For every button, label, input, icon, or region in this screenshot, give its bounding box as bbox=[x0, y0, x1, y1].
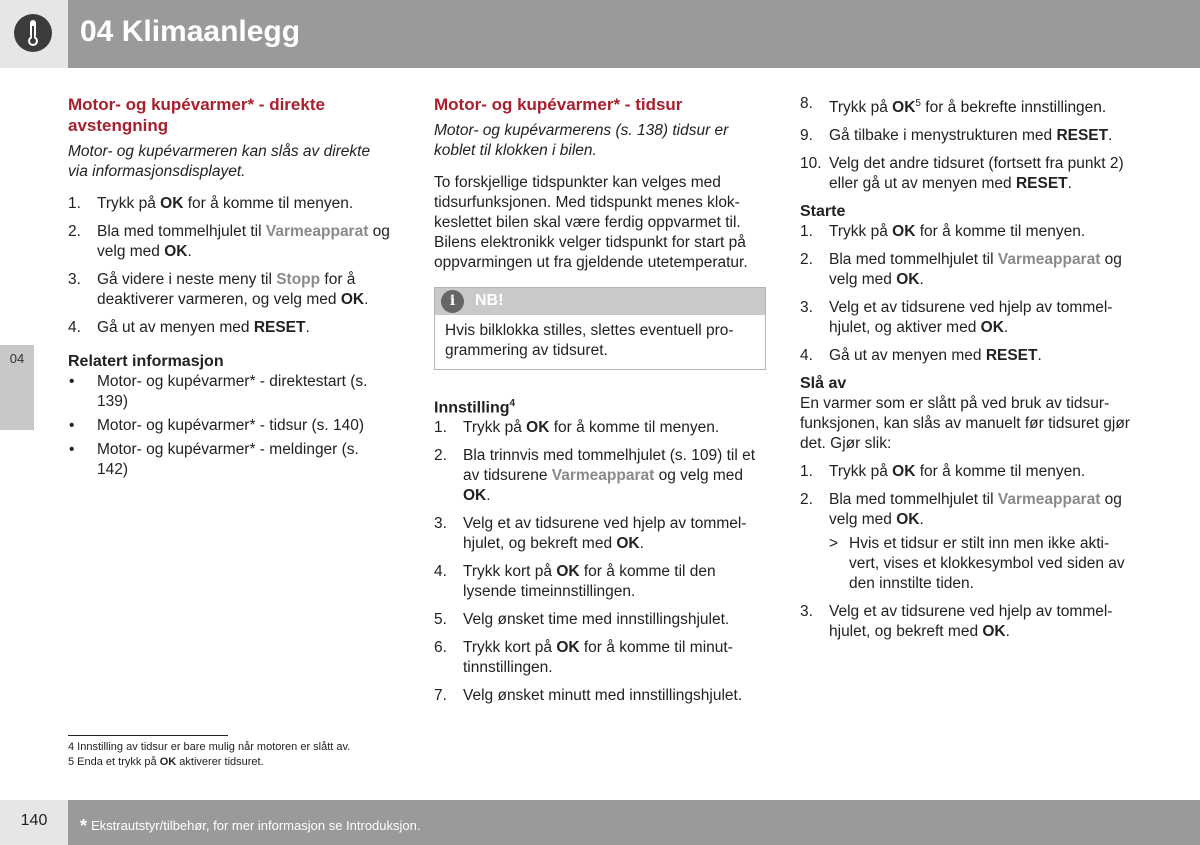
list-item: 8. Trykk på $OK^5$ for å bekrefte innstillingen. bbox=[800, 95, 1107, 117]
section-intro: Motor- og kupévarmeren kan slås av direkte via informasjonsdisplayet. bbox=[68, 143, 371, 180]
footer-note bbox=[80, 814, 420, 835]
slaa-av-steps bbox=[800, 462, 1130, 642]
starte-steps bbox=[800, 222, 1130, 366]
page-number: 140 bbox=[20, 812, 48, 829]
asterisk-mark: * bbox=[80, 816, 88, 836]
list-item: 4. Gå ut av menyen med RESET. bbox=[800, 347, 1042, 365]
info-icon: i bbox=[441, 290, 464, 313]
note-header bbox=[435, 288, 765, 315]
list-item: 6. Trykk kort på OK for å komme til minut- tinnstillingen. bbox=[434, 639, 733, 677]
list-item: 1. Trykk på OK for å komme til menyen. bbox=[434, 419, 720, 437]
section-paragraph: To forskjellige tidspunkter kan velges med tidsurfunksjonen. Med tidspunkt menes klok- keslettet bilen skal være ferdig oppvarmet til. Bilens elektronikk velger tidspunkt for start på oppvarmingen ut fra gjeldende utetemperatur. bbox=[434, 174, 748, 271]
related-heading: Relatert informasjon bbox=[68, 353, 224, 370]
list-item: 3. Velg et av tidsurene ved hjelp av tommel- hjulet, og bekreft med OK. bbox=[434, 515, 747, 553]
list-item: 1. Trykk på OK for å komme til menyen. bbox=[800, 223, 1086, 241]
note-text: Hvis bilklokka stilles, slettes eventuell pro- grammering av tidsuret. bbox=[445, 322, 734, 359]
chapter-title: 04 Klimaanlegg bbox=[80, 15, 301, 48]
footnote-divider bbox=[68, 735, 228, 736]
footnote: 4 Innstilling av tidsur er bare mulig når motoren er slått av. bbox=[68, 741, 351, 753]
slaa-av-heading: Slå av bbox=[800, 375, 847, 393]
steps-list bbox=[434, 418, 766, 706]
side-tab-label: 04 bbox=[9, 351, 25, 366]
chapter-side-tab bbox=[0, 345, 34, 430]
note-label: NB! bbox=[475, 292, 504, 309]
chapter-icon-box bbox=[0, 0, 68, 68]
list-item: 7. Velg ønsket minutt med innstillingshjulet. bbox=[434, 687, 743, 705]
list-item: 3. Gå videre i neste meny til Stopp for å deaktiverer varmeren, og velg med OK. bbox=[68, 271, 369, 308]
section-heading: Motor- og kupévarmer* - tidsur bbox=[434, 95, 683, 114]
note-box bbox=[434, 287, 766, 370]
list-item: 9. Gå tilbake i menystrukturen med RESET. bbox=[800, 127, 1113, 145]
slaa-av-paragraph: En varmer som er slått på ved bruk av tidsur- funksjonen, kan slås av manuelt før tidsuret gjør det. Gjør slik: bbox=[800, 395, 1130, 453]
section-heading: Motor- og kupévarmer* - direkte avstengning bbox=[68, 95, 325, 135]
footer-note-text: Ekstrautstyr/tilbehør, for mer informasjon se Introduksjon. bbox=[91, 818, 421, 833]
related-link[interactable]: • Motor- og kupévarmer* - tidsur (s. 140) bbox=[68, 416, 393, 436]
starte-heading: Starte bbox=[800, 203, 846, 221]
related-link[interactable]: • Motor- og kupévarmer* - meldinger (s. 142) bbox=[68, 440, 393, 480]
section-intro: Motor- og kupévarmerens (s. 138) tidsur er koblet til klokken i bilen. bbox=[434, 122, 729, 159]
footnotes bbox=[68, 740, 350, 770]
steps-list bbox=[68, 194, 393, 338]
list-item: 2. Bla trinnvis med tommelhjulet (s. 109) til et av tidsurene Varmeapparat og velg med OK. bbox=[434, 447, 756, 505]
list-item: 5. Velg ønsket time med innstillingshjulet. bbox=[434, 611, 730, 629]
list-item: 4. Gå ut av menyen med RESET. bbox=[68, 319, 310, 336]
list-item: 4. Trykk kort på OK for å komme til den lysende timeinnstillingen. bbox=[434, 563, 716, 601]
column-1 bbox=[68, 94, 393, 484]
list-item: 1. Trykk på OK for å komme til menyen. bbox=[800, 463, 1086, 481]
list-item: 3. Velg et av tidsurene ved hjelp av tommel- hjulet, og aktiver med OK. bbox=[800, 299, 1113, 337]
column-3 bbox=[800, 94, 1130, 650]
footnote: 5 Enda et trykk på OK aktiverer tidsuret. bbox=[68, 756, 264, 768]
result-note: > Hvis et tidsur er stilt inn men ikke akti- vert, vises et klokkesymbol ved siden av den innstilte tiden. bbox=[829, 535, 1125, 593]
subsection-heading: Innstilling$^4$ bbox=[434, 398, 516, 417]
column-2 bbox=[434, 94, 766, 714]
list-item: 2. Bla med tommelhjulet til Varmeapparat og velg med OK. bbox=[68, 223, 390, 260]
thermometer-icon bbox=[14, 14, 52, 52]
list-item: 10. Velg det andre tidsuret (fortsett fra punkt 2) eller gå ut av menyen med RESET. bbox=[800, 155, 1124, 193]
list-item: 2. Bla med tommelhjulet til Varmeapparat og velg med OK. bbox=[800, 251, 1122, 289]
list-item: 2. Bla med tommelhjulet til Varmeapparat og velg med OK. > Hvis et tidsur er stilt inn men ikke akti- vert, vises et klokkesymbol ved siden av den innstilte tiden. bbox=[800, 490, 1130, 594]
related-link[interactable]: • Motor- og kupévarmer* - direktestart (s. 139) bbox=[68, 372, 393, 412]
related-list bbox=[68, 372, 393, 480]
steps-list-continued bbox=[800, 94, 1130, 194]
list-item: 1. Trykk på OK for å komme til menyen. bbox=[68, 195, 354, 212]
list-item: 3. Velg et av tidsurene ved hjelp av tommel- hjulet, og bekreft med OK. bbox=[800, 603, 1113, 641]
